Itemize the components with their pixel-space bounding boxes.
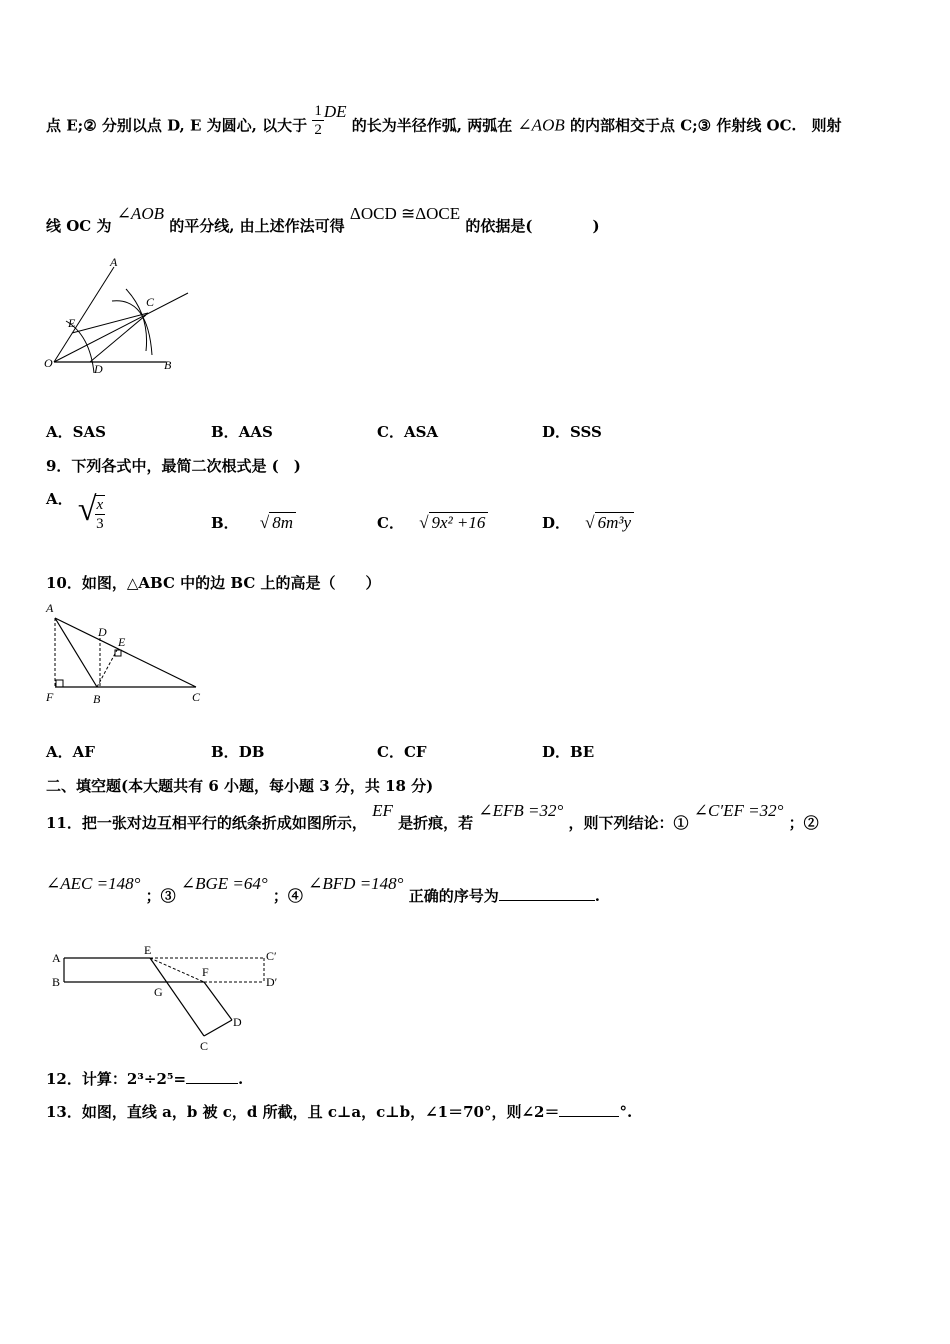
q11-figure [44,940,304,1055]
q11-line2-end: . [594,887,600,905]
q8-option-a[interactable] [46,421,106,442]
fig11-label-g: G [154,985,163,999]
q8-line1-text-b: 的长为半径作弧, 两弧在 [351,116,513,135]
fig8-label-b: B [164,358,172,372]
q8-line2-text-b: 的平分线, 由上述作法可得 [169,217,345,235]
q12-stem: 12．计算：2³÷2⁵= [46,1070,187,1088]
q13-end: °. [619,1103,633,1121]
q8-de: DE [323,101,347,121]
q12-end: . [238,1070,244,1088]
fig10-label-b: B [93,692,101,706]
q8-line1-text-c: 的内部相交于点 C;③ 作射线 OC. 则射 [569,116,842,135]
q11-line1 [46,800,819,832]
radicand: 8m [269,512,296,532]
q11-angle-bge: ∠BGE =64° [180,874,268,893]
q8-figure [40,255,200,385]
radicand: 9x² +16 [429,512,489,532]
option-text: SSS [570,423,602,441]
fig8-label-c: C [146,295,155,309]
q12-answer-blank[interactable] [186,1083,238,1084]
q11-line2 [46,873,600,905]
q13-stem: 13．如图，直线 a，b 被 c，d 所截，且 c⊥a，c⊥b，∠1＝70°，则∠2＝ [46,1103,560,1121]
option-letter: D． [542,423,571,441]
option-letter: D． [542,514,571,532]
option-letter: B． [211,743,239,761]
q8-angle-aob: ∠AOB [517,115,565,135]
option-text: ASA [403,423,439,441]
fig11-label-c-prime: C′ [266,949,277,963]
fig10-label-c: C [192,690,201,704]
q11-angle-aec: ∠AEC =148° [46,874,141,893]
fig10-label-a: A [46,601,54,615]
option-letter: B． [211,423,239,441]
q10-option-b[interactable] [211,741,264,762]
q8-option-d[interactable] [542,421,602,442]
q8-line1 [46,101,842,145]
option-letter: C． [377,514,404,532]
radicand: 6m³y [595,512,634,532]
q10-option-d[interactable] [542,741,594,762]
q8-line1-text-a: 点 E;② 分别以点 D, E 为圆心, 以大于 [46,116,308,135]
q9-option-a[interactable] [46,489,105,533]
q10-stem: 10．如图，△ABC 中的边 BC 上的高是（ ） [46,574,381,592]
sqrt-sign: √ [585,513,595,532]
fig8-label-o: O [44,356,53,370]
q8-line2-angle: ∠AOB [116,204,164,223]
fig10-label-e: E [118,635,126,649]
q11-answer-blank[interactable] [499,900,595,901]
q11-text-a: 11．把一张对边互相平行的纸条折成如图所示， [46,814,367,832]
option-letter: D． [542,743,571,761]
q11-sep3: ；③ [145,887,176,905]
sqrt-sign: √ [77,491,97,528]
q11-angle-cef: ∠C′EF =32° [693,801,784,820]
q10-option-a[interactable] [46,741,95,762]
q8-congruence: ΔOCD ≅ΔOCE [349,204,461,223]
q9-option-c[interactable] [377,512,488,533]
option-letter: A． [46,423,73,441]
fig11-label-c: C [200,1039,209,1053]
option-letter: A． [46,490,73,508]
q9-stem: 9．下列各式中，最简二次根式是 ( ) [46,457,301,475]
q8-line2-text-c: 的依据是( ) [465,217,600,235]
q11-text-b: 是折痕，若 [398,814,474,832]
q8-option-b[interactable] [211,421,273,442]
q10-option-c[interactable] [377,741,427,762]
q11-angle-bfd: ∠BFD =148° [308,874,404,893]
option-text: SAS [72,423,106,441]
q9-option-d[interactable] [542,512,634,533]
option-text: AAS [238,423,273,441]
fig10-label-f: F [46,690,54,704]
q9-option-b[interactable] [211,512,296,533]
q11-text-c: ，则下列结论：① [568,814,689,832]
option-text: AF [72,743,95,761]
option-text: BE [570,743,595,761]
frac-denominator: 2 [314,122,322,138]
frac-numerator: 1 [314,103,322,119]
q10-figure [40,600,220,710]
q13-line [46,1101,632,1122]
fig10-label-d: D [98,625,107,639]
fig8-label-e: E [68,316,76,330]
frac-denominator: 3 [96,516,104,532]
q8-option-c[interactable] [377,421,438,442]
fig11-label-f: F [202,965,209,979]
option-text: CF [403,743,427,761]
q8-line2-text-a: 线 OC 为 [46,217,112,235]
option-letter: C． [377,743,404,761]
fig8-label-d: D [94,362,103,376]
option-letter: B． [211,514,239,532]
q11-line2-tail: 正确的序号为 [408,887,499,905]
q13-answer-blank[interactable] [559,1116,619,1117]
option-letter: C． [377,423,404,441]
q11-sep4: ；④ [272,887,303,905]
fig11-label-d: D [233,1015,242,1029]
fig11-label-d-prime: D′ [266,975,278,989]
fig11-label-b: B [52,975,61,989]
section-heading-fill-in: 二、填空题(本大题共有 6 小题，每小题 3 分，共 18 分) [46,777,434,795]
fig8-label-a: A [110,255,118,269]
q11-angle-efb: ∠EFB =32° [478,801,564,820]
option-letter: A． [46,743,73,761]
q8-line2 [46,203,600,235]
frac-numerator: x [96,497,104,513]
fig11-label-e: E [144,943,152,957]
sqrt-sign: √ [259,513,270,532]
q11-ef: EF [372,801,393,820]
sqrt-sign: √ [419,513,429,532]
option-text: DB [238,743,265,761]
q11-text-d: ；② [788,814,819,832]
q8-fraction-half [312,102,324,139]
fig11-label-a: A [52,951,61,965]
q12-line [46,1068,243,1089]
